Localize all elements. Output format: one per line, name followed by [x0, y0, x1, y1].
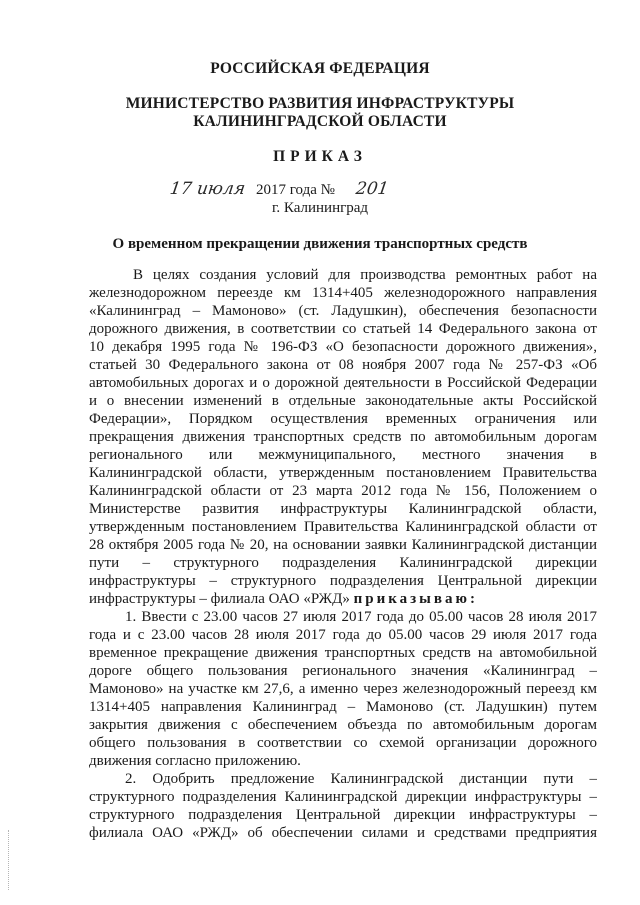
body-line: «Калининград – Мамоново» (ст. Ладушкин), обеспечения безопасности	[89, 303, 597, 319]
body-line: дорожного движения, в соответствии со статьей 14 Федерального закона от	[89, 321, 597, 337]
scan-margin-marks	[8, 830, 11, 890]
body-line: структурного подразделения Центральной дирекции инфраструктуры –	[89, 807, 597, 823]
body-line: железнодорожном переезде км 1314+405 железнодорожного направления	[89, 285, 597, 301]
body-line: 2. Одобрить предложение Калининградской дистанции пути –	[125, 771, 597, 787]
body-line: В целях создания условий для производства ремонтных работ на	[133, 267, 597, 283]
body-line: года и с 23.00 часов 28 июля 2017 года до 05.00 часов 29 июля 2017 года	[89, 627, 597, 643]
document-type-heading: ПРИКАЗ	[273, 148, 367, 165]
body-line: пути – структурного подразделения Калининградской дирекции	[89, 555, 597, 571]
body-line: структурного подразделения Калининградской дирекции инфраструктуры –	[89, 789, 597, 805]
order-body	[89, 266, 597, 842]
body-line: 28 октября 2005 года № 20, на основании заявки Калининградской дистанции	[89, 537, 597, 553]
body-line: филиала ОАО «РЖД» об обеспечении силами и средствами предприятия	[89, 825, 597, 841]
body-line: дороге общего пользования регионального значения «Калининград –	[89, 663, 597, 679]
body-line: 10 декабря 1995 года № 196-ФЗ «О безопасности дорожного движения»,	[89, 339, 597, 355]
country-heading: РОССИЙСКАЯ ФЕДЕРАЦИЯ	[210, 60, 430, 77]
body-line: общего пользования в соответствии со схемой организации дорожного	[89, 735, 597, 751]
date-line	[170, 180, 470, 202]
body-line: 1314+405 направления Калининград – Мамоново (ст. Ладушкин) путем	[89, 699, 597, 715]
body-line-text: инфраструктуры – филиала ОАО «РЖД»	[89, 591, 350, 607]
ministry-heading-line2: КАЛИНИНГРАДСКОЙ ОБЛАСТИ	[193, 113, 447, 130]
body-line: статьей 30 Федерального закона от 08 ноября 2007 года № 257-ФЗ «Об	[89, 357, 597, 373]
body-line: движения согласно приложению.	[89, 753, 301, 769]
body-line: регионального или межмуниципального, местного значения в	[89, 447, 597, 463]
ministry-heading	[0, 95, 640, 131]
handwritten-order-number: 201	[354, 179, 390, 199]
body-line: Мамоново» на участке км 27,6, а именно через железнодорожный переезд км	[89, 681, 597, 697]
body-line: утвержденным постановлением Правительства Калининградской области от	[89, 519, 597, 535]
body-line: 1. Ввести с 23.00 часов 27 июля 2017 года до 05.00 часов 28 июля 2017	[125, 609, 597, 625]
body-line: Калининградской области, утвержденным постановлением Правительства	[89, 465, 597, 481]
order-subject: О временном прекращении движения транспортных средств	[112, 236, 528, 252]
body-line: прекращения движения транспортных средств по автомобильным дорогам	[89, 429, 597, 445]
body-line: и о внесении изменений в отдельные законодательные акты Российской	[89, 393, 597, 409]
body-line: инфраструктуры – структурного подразделения Центральной дирекции	[89, 573, 597, 589]
body-line: временное прекращение движения транспортных средств на автомобильной	[89, 645, 597, 661]
date-year-label: 2017 года №	[256, 182, 335, 198]
city-label: г. Калининград	[271, 200, 369, 216]
body-line: закрытия движения с обеспечением объезда по автомобильным дорогам	[89, 717, 597, 733]
body-line: Федерации», Порядком осуществления временных ограничения или	[89, 411, 597, 427]
order-keyword: приказываю:	[353, 591, 478, 607]
handwritten-date: 17 июля	[168, 179, 247, 199]
body-line: Министерстве развития инфраструктуры Калининградской области,	[89, 501, 597, 517]
body-line	[89, 590, 597, 608]
ministry-heading-line1: МИНИСТЕРСТВО РАЗВИТИЯ ИНФРАСТРУКТУРЫ	[125, 95, 515, 112]
body-line: Калининградской области от 23 марта 2012 года № 156, Положением о	[89, 483, 597, 499]
body-line: автомобильных дорогах и о дорожной деятельности в Российской Федерации	[89, 375, 597, 391]
